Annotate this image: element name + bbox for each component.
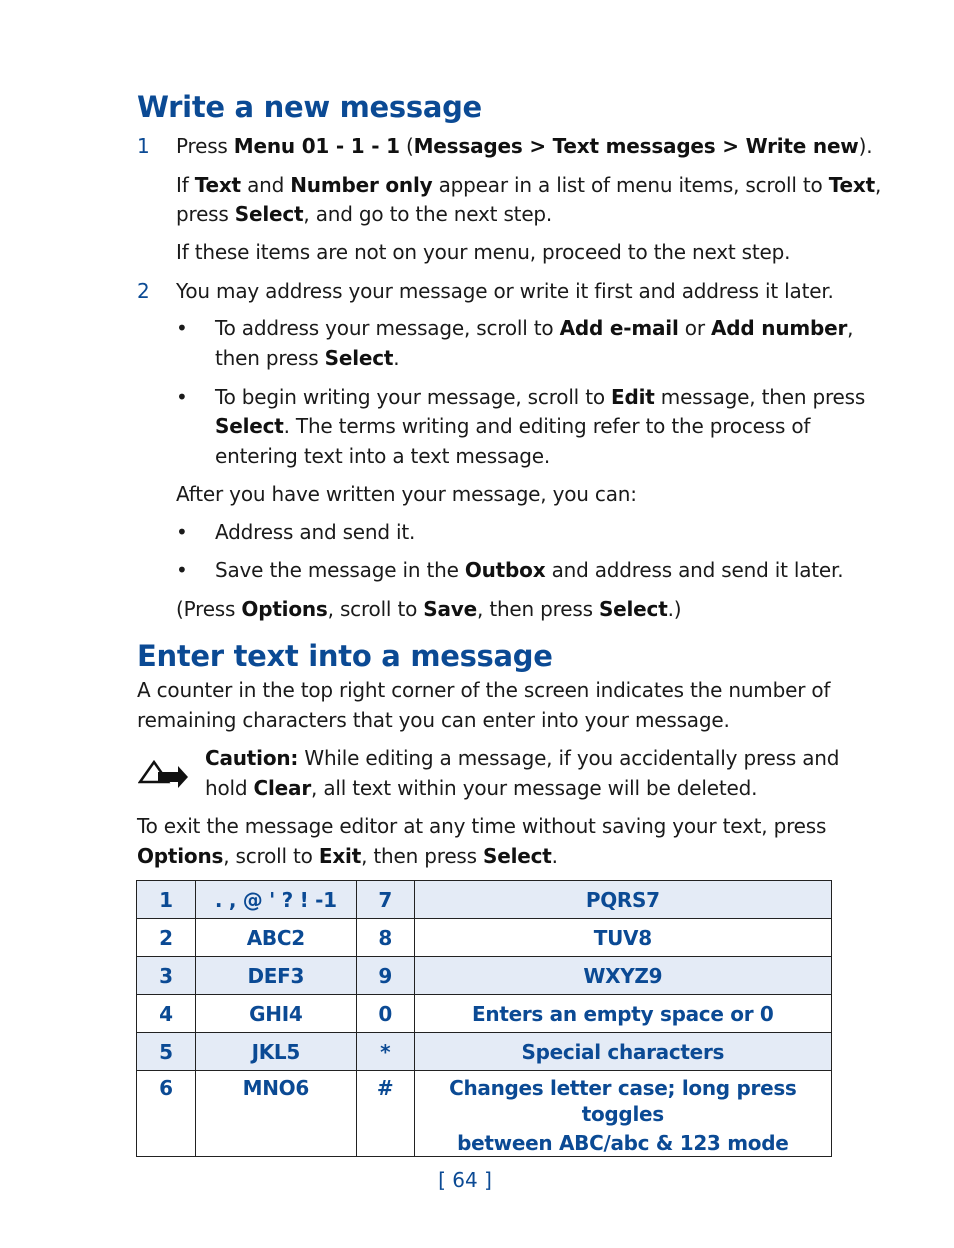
- table-row: [137, 919, 832, 957]
- key-letters-cell: JKL5: [195, 1033, 356, 1071]
- key-letters-cell: WXYZ9: [414, 957, 831, 995]
- caution-text: Caution: While editing a message, if you accidentally press and: [205, 746, 840, 770]
- press-options-text: (Press Options, scroll to Save, then press Select.): [176, 597, 682, 621]
- intro-text: remaining characters that you can enter into your message.: [137, 708, 730, 732]
- bullet: •: [176, 385, 188, 409]
- keypad-table: [136, 880, 832, 1157]
- key-cell: #: [356, 1071, 414, 1157]
- key-letters-cell: Enters an empty space or 0: [414, 995, 831, 1033]
- key-letters-cell: Special characters: [414, 1033, 831, 1071]
- exit-text: Options, scroll to Exit, then press Select.: [137, 844, 558, 868]
- step1-paragraph: If Text and Number only appear in a list of menu items, scroll to Text,: [176, 173, 882, 197]
- caution-text: hold Clear, all text within your message will be deleted.: [205, 776, 758, 800]
- key-letters-cell: DEF3: [195, 957, 356, 995]
- page-number: [ 64 ]: [438, 1168, 492, 1192]
- bullet-text: Address and send it.: [215, 520, 416, 544]
- key-cell: 7: [356, 881, 414, 919]
- key-letters-cell: ABC2: [195, 919, 356, 957]
- bullet-text: To begin writing your message, scroll to Edit message, then press: [215, 385, 866, 409]
- bullet-text: To address your message, scroll to Add e-mail or Add number,: [215, 316, 854, 340]
- key-cell: 5: [137, 1033, 196, 1071]
- step1-paragraph: press Select, and go to the next step.: [176, 202, 553, 226]
- intro-text: A counter in the top right corner of the screen indicates the number of: [137, 678, 831, 702]
- heading-enter-text: Enter text into a message: [137, 639, 553, 673]
- table-row: [137, 1033, 832, 1071]
- caution-icon: [138, 756, 190, 788]
- bullet: •: [176, 316, 188, 340]
- key-cell: 1: [137, 881, 196, 919]
- bullet: •: [176, 520, 188, 544]
- bullet-text: entering text into a text message.: [215, 444, 551, 468]
- bullet: •: [176, 558, 188, 582]
- key-cell: 3: [137, 957, 196, 995]
- step-number: 2: [137, 279, 150, 303]
- bullet-text: Save the message in the Outbox and address and send it later.: [215, 558, 844, 582]
- table-row: [137, 1071, 832, 1157]
- step2-line: You may address your message or write it first and address it later.: [176, 279, 834, 303]
- key-cell: 8: [356, 919, 414, 957]
- bullet-text: Select. The terms writing and editing refer to the process of: [215, 414, 811, 438]
- key-letters-cell: PQRS7: [414, 881, 831, 919]
- step-number: 1: [137, 134, 150, 158]
- key-cell: 2: [137, 919, 196, 957]
- heading-write-new-message: Write a new message: [137, 90, 482, 124]
- key-description-line: Changes letter case; long press toggles: [449, 1076, 797, 1126]
- after-writing-text: After you have written your message, you can:: [176, 482, 637, 506]
- table-row: [137, 957, 832, 995]
- key-letters-cell: . , @ ' ? ! -1: [195, 881, 356, 919]
- key-letters-cell: GHI4: [195, 995, 356, 1033]
- table-row: [137, 995, 832, 1033]
- key-description-line: between ABC/abc & 123 mode: [457, 1131, 789, 1155]
- exit-text: To exit the message editor at any time without saving your text, press: [137, 814, 827, 838]
- key-letters-cell: MNO6: [195, 1071, 356, 1157]
- key-cell: 6: [137, 1071, 196, 1157]
- table-row: [137, 881, 832, 919]
- bullet-text: then press Select.: [215, 346, 400, 370]
- step1-line: Press Menu 01 - 1 - 1 (Messages > Text messages > Write new).: [176, 134, 873, 158]
- key-cell: *: [356, 1033, 414, 1071]
- key-cell: 9: [356, 957, 414, 995]
- key-cell: 4: [137, 995, 196, 1033]
- step1-note: If these items are not on your menu, proceed to the next step.: [176, 240, 791, 264]
- key-cell: 0: [356, 995, 414, 1033]
- key-letters-cell: [414, 1071, 831, 1157]
- key-letters-cell: TUV8: [414, 919, 831, 957]
